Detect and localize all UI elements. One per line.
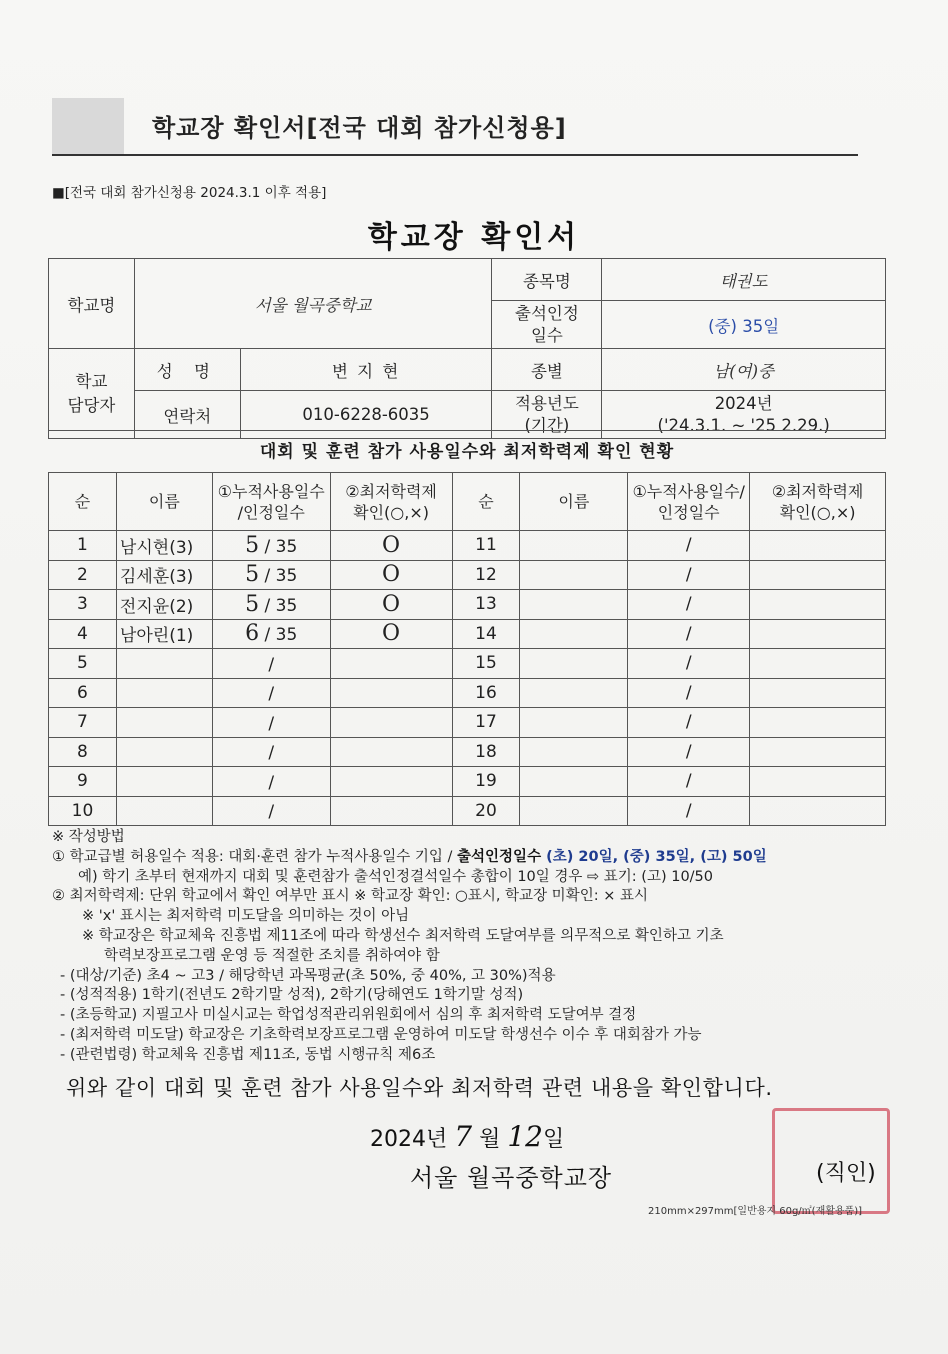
cell-no-right [452, 590, 520, 620]
row-no: 10 [71, 800, 94, 821]
cell-check-right [750, 590, 886, 620]
paper-spec: 210mm×297mm[일반용지 60g/㎡(재활용품)] [648, 1206, 863, 1217]
cell-no-right [452, 678, 520, 708]
table-row [49, 678, 886, 708]
table-row [49, 619, 886, 649]
contact-value: 010-6228-6035 [240, 391, 492, 439]
cell-days [212, 737, 330, 767]
row-no: 1 [77, 535, 88, 556]
cell-check-right [750, 737, 886, 767]
row-total: / 35 [264, 595, 298, 616]
date-month-label: 월 [479, 1127, 501, 1152]
cell-days [212, 531, 330, 561]
cell-name [116, 619, 212, 649]
note-d4: - (최저학력 미도달) 학교장은 기초학력보장프로그램 운영하여 미도달 학생선수 이수 후 대회참가 가능 [60, 1026, 702, 1043]
table-row [49, 590, 886, 620]
row-no-right: 11 [475, 535, 497, 556]
cell-no [49, 531, 117, 561]
cell-check [330, 767, 452, 797]
cell-name-right [520, 737, 628, 767]
name-value: 변 지 현 [240, 349, 492, 391]
cell-name [116, 560, 212, 590]
cell-no [49, 590, 117, 620]
row-total: / 35 [264, 536, 298, 557]
table-row [49, 767, 886, 797]
cell-name [116, 708, 212, 738]
col-no-right: 순 [452, 473, 520, 531]
cell-days [212, 767, 330, 797]
cell-name-right [520, 560, 628, 590]
row-total: / [268, 772, 275, 793]
row-no-right: 12 [475, 564, 497, 585]
cell-check-right [750, 678, 886, 708]
year-label: 적용년도 (기간) [492, 391, 602, 439]
row-total: / [268, 684, 275, 705]
row-total-right: / [685, 564, 692, 585]
cell-no [49, 737, 117, 767]
cell-name [116, 590, 212, 620]
row-no-right: 20 [475, 800, 497, 821]
cell-days-right [628, 619, 750, 649]
row-check: O [382, 621, 401, 647]
date-month: 7 [454, 1120, 473, 1153]
cell-days-right [628, 767, 750, 797]
col-check: ②최저학력제 확인(○,×) [330, 473, 452, 531]
row-no-right: 14 [475, 623, 497, 644]
cell-days [212, 678, 330, 708]
row-total-right: / [685, 771, 692, 792]
cell-check-right [750, 767, 886, 797]
row-name: 남시현(3) [119, 537, 194, 558]
cell-name-right [520, 590, 628, 620]
col-check-right: ②최저학력제 확인(○,×) [750, 473, 886, 531]
cell-days [212, 796, 330, 826]
row-total-right: / [685, 712, 692, 733]
event-label: 종목명 [492, 259, 602, 301]
cell-days [212, 590, 330, 620]
school-label: 학교명 [49, 259, 135, 349]
row-used: 5 [245, 532, 260, 558]
principal-name: 서울 월곡중학교장 [410, 1164, 613, 1192]
cell-days-right [628, 590, 750, 620]
row-total-right: / [685, 653, 692, 674]
cell-days-right [628, 560, 750, 590]
cell-check [330, 649, 452, 679]
cell-check [330, 737, 452, 767]
row-name: 남아린(1) [119, 626, 194, 647]
date-day: 12 [507, 1120, 543, 1153]
row-no: 9 [77, 771, 88, 792]
period-value: ('24.3.1. ~ '25 2.29.) [657, 415, 830, 435]
row-no: 2 [77, 564, 88, 585]
cell-name [116, 796, 212, 826]
cell-days [212, 708, 330, 738]
note-2-b2: 학력보장프로그램 운영 등 적절한 조치를 취하여야 함 [104, 947, 440, 964]
row-no: 4 [77, 623, 88, 644]
cell-no [49, 796, 117, 826]
table-row [49, 649, 886, 679]
date-year: 2024년 [370, 1127, 448, 1152]
row-no-right: 17 [475, 712, 497, 733]
row-total: / [268, 713, 275, 734]
cell-name [116, 737, 212, 767]
cell-name-right [520, 531, 628, 561]
cell-no-right [452, 619, 520, 649]
cell-no [49, 560, 117, 590]
notes [52, 828, 902, 1066]
row-check: O [382, 562, 401, 588]
category-value: 남(여)중 [602, 349, 886, 391]
row-total: / 35 [264, 566, 298, 587]
school-value: 서울 월곡중학교 [134, 259, 492, 349]
cell-days-right [628, 796, 750, 826]
cell-no [49, 708, 117, 738]
row-used: 5 [245, 591, 260, 617]
cell-days [212, 649, 330, 679]
row-used: 5 [245, 562, 260, 588]
row-no: 6 [77, 682, 88, 703]
note-1-c: (초) 20일, (중) 35일, (고) 50일 [541, 848, 767, 865]
row-no: 5 [77, 653, 88, 674]
cell-days-right [628, 649, 750, 679]
row-no: 7 [77, 712, 88, 733]
row-total-right: / [685, 682, 692, 703]
main-title: 학교장 확인서 [367, 220, 581, 255]
cell-no [49, 678, 117, 708]
cell-name [116, 767, 212, 797]
col-name: 이름 [116, 473, 212, 531]
cell-no-right [452, 737, 520, 767]
note-2: ② 최저학력제: 단위 학교에서 확인 여부만 표시 ※ 학교장 확인: ○표시, 학교장 미확인: × 표시 [52, 888, 648, 905]
cell-name-right [520, 767, 628, 797]
cell-days [212, 619, 330, 649]
row-no-right: 19 [475, 771, 497, 792]
cell-name-right [520, 619, 628, 649]
date-line [370, 1120, 564, 1153]
note-1-example: 예) 학기 초부터 현재까지 대회 및 훈련참가 출석인정결석일수 총합이 10일 경우 ⇨ 표기: (고) 10/50 [78, 868, 714, 885]
row-no-right: 16 [475, 682, 497, 703]
note-d5: - (관련법령) 학교체육 진흥법 제11조, 동법 시행규칙 제6조 [60, 1046, 436, 1063]
note-2-b: ※ 학교장은 학교체육 진흥법 제11조에 따라 학생선수 최저학력 도달여부를 의무적으로 확인하고 기초 [82, 927, 724, 944]
row-total-right: / [685, 623, 692, 644]
row-total: / [268, 802, 275, 823]
top-title: 학교장 확인서[전국 대회 참가신청용] [152, 114, 567, 142]
cell-check-right [750, 796, 886, 826]
name-label: 성 명 [134, 349, 240, 391]
year-value: 2024년 [714, 393, 773, 413]
cell-name [116, 678, 212, 708]
info-table [48, 258, 886, 439]
confirm-statement: 위와 같이 대회 및 훈련 참가 사용일수와 최저학력 관련 내용을 확인합니다. [66, 1076, 773, 1100]
cell-check-right [750, 531, 886, 561]
cell-no [49, 649, 117, 679]
cell-check [330, 796, 452, 826]
cell-name-right [520, 649, 628, 679]
note-d3: - (초등학교) 지필고사 미실시교는 학업성적관리위원회에서 심의 후 최저학력 도달여부 결정 [60, 1007, 637, 1024]
row-total: / 35 [264, 625, 298, 646]
row-name: 김세훈(3) [119, 567, 194, 588]
table-row [49, 560, 886, 590]
row-check: O [382, 532, 401, 558]
row-check: O [382, 591, 401, 617]
row-name: 전지윤(2) [119, 596, 194, 617]
cell-check [330, 531, 452, 561]
row-no-right: 18 [475, 741, 497, 762]
note-1-a: ① 학교급별 허용일수 적용: 대회·훈련 참가 누적사용일수 기입 / [52, 848, 458, 865]
cell-no-right [452, 708, 520, 738]
cell-no-right [452, 796, 520, 826]
cell-check-right [750, 560, 886, 590]
row-total-right: / [685, 535, 692, 556]
contact-label: 연락처 [134, 391, 240, 439]
row-no-right: 15 [475, 653, 497, 674]
cell-no-right [452, 767, 520, 797]
cell-no-right [452, 649, 520, 679]
cell-no [49, 619, 117, 649]
cell-name [116, 649, 212, 679]
seal-label: (직인) [816, 1161, 876, 1186]
cell-check-right [750, 649, 886, 679]
event-value: 태권도 [602, 259, 886, 301]
cell-name-right [520, 796, 628, 826]
table-row [49, 737, 886, 767]
cell-check-right [750, 708, 886, 738]
col-no: 순 [49, 473, 117, 531]
attendance-value: (중) 35일 [602, 301, 886, 349]
cell-check [330, 678, 452, 708]
attendance-label: 출석인정 일수 [492, 301, 602, 349]
cell-check [330, 619, 452, 649]
cell-name-right [520, 708, 628, 738]
cell-check [330, 708, 452, 738]
cell-days-right [628, 708, 750, 738]
row-no: 3 [77, 594, 88, 615]
row-no: 8 [77, 741, 88, 762]
status-table [48, 472, 886, 826]
row-used: 6 [245, 621, 260, 647]
cell-name [116, 531, 212, 561]
cell-check-right [750, 619, 886, 649]
cell-days [212, 560, 330, 590]
cell-days-right [628, 531, 750, 561]
note-d2: - (성적적용) 1학기(전년도 2학기말 성적), 2학기(당해연도 1학기말 성적) [60, 987, 524, 1004]
status-title: 대회 및 훈련 참가 사용일수와 최저학력제 확인 현황 [48, 430, 886, 472]
cell-no-right [452, 531, 520, 561]
col-days: ①누적사용일수 /인정일수 [212, 473, 330, 531]
redaction-block [52, 98, 124, 156]
col-name-right: 이름 [520, 473, 628, 531]
notes-heading: ※ 작성방법 [52, 829, 125, 845]
top-rule [52, 154, 858, 156]
table-row [49, 708, 886, 738]
cell-days-right [628, 737, 750, 767]
cell-no [49, 767, 117, 797]
note-2-a: ※ 'x' 표시는 최저학력 미도달을 의미하는 것이 아님 [82, 908, 410, 925]
row-total-right: / [685, 800, 692, 821]
subtitle: ■[전국 대회 참가신청용 2024.3.1 이후 적용] [52, 185, 327, 201]
col-days-right: ①누적사용일수/ 인정일수 [628, 473, 750, 531]
cell-days-right [628, 678, 750, 708]
note-1 [52, 848, 902, 868]
cell-name-right [520, 678, 628, 708]
manager-label: 학교 담당자 [49, 349, 135, 439]
cell-no-right [452, 560, 520, 590]
note-1-b: 출석인정일수 [457, 848, 542, 865]
cell-check [330, 560, 452, 590]
note-d1: - (대상/기준) 초4 ~ 고3 / 해당학년 과목평균(초 50%, 중 40%, 고 30%)적용 [60, 967, 556, 984]
table-row [49, 796, 886, 826]
row-total: / [268, 743, 275, 764]
row-total-right: / [685, 594, 692, 615]
table-row [49, 531, 886, 561]
row-total: / [268, 654, 275, 675]
date-day-label: 일 [542, 1127, 565, 1152]
row-total-right: / [685, 741, 692, 762]
cell-check [330, 590, 452, 620]
row-no-right: 13 [475, 594, 497, 615]
category-label: 종별 [492, 349, 602, 391]
